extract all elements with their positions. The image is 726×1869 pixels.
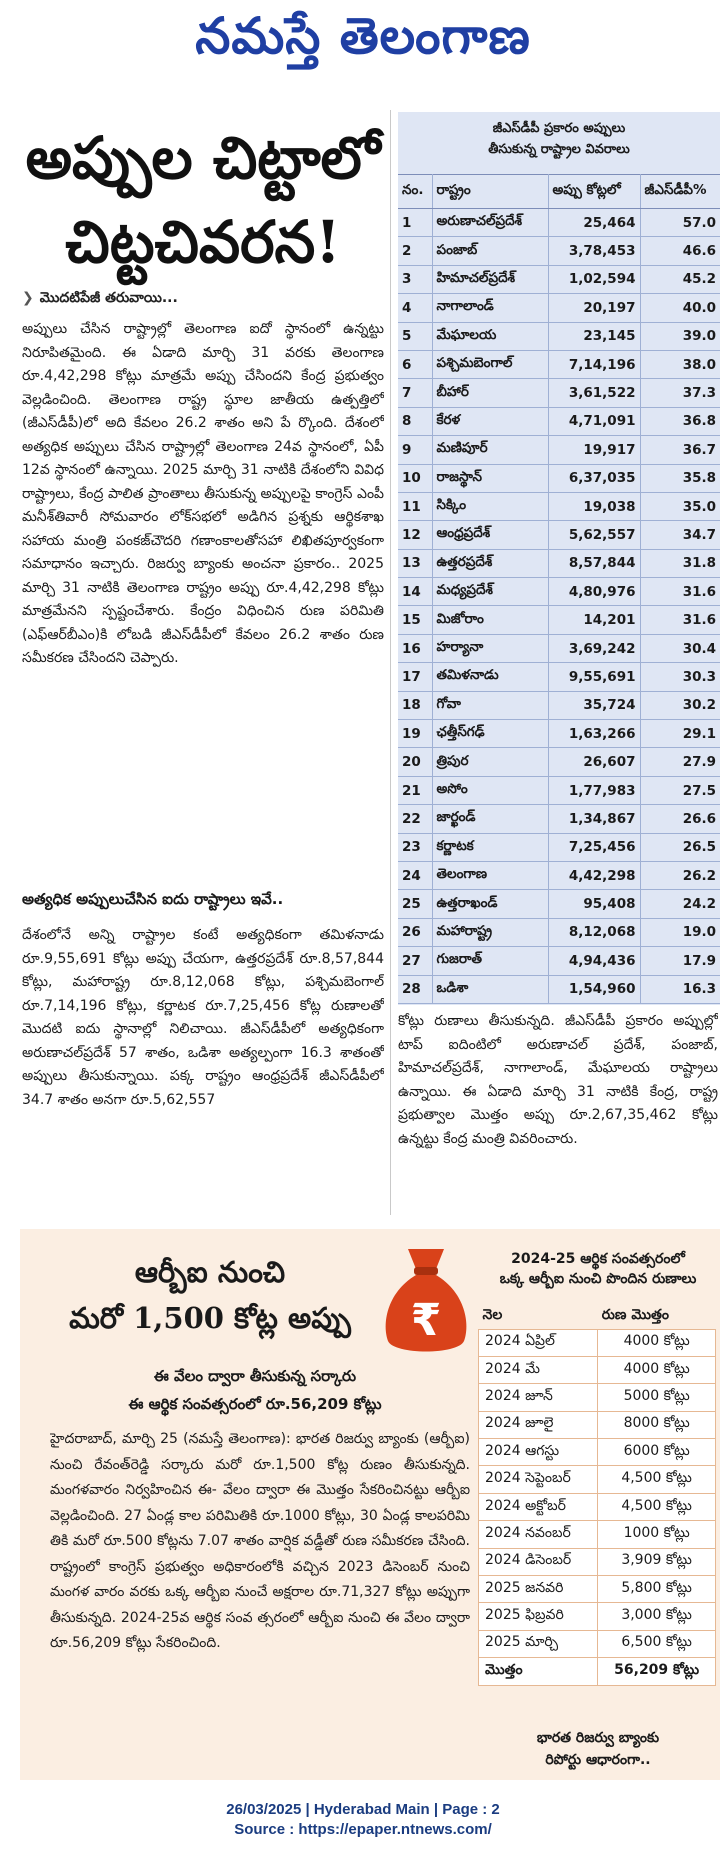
state-name: ఛత్తీస్‌గఢ్ <box>432 720 548 748</box>
state-name: ఒడిశా <box>432 975 548 1003</box>
loan-month: 2025 ఫిబ్రవరి <box>479 1603 598 1630</box>
gsdp-percent: 27.9 <box>640 748 720 776</box>
table-row <box>398 379 720 407</box>
gsdp-percent: 40.0 <box>640 294 720 322</box>
loan-month: 2024 మే <box>479 1356 598 1383</box>
table-row <box>398 350 720 378</box>
gsdp-percent: 57.0 <box>640 209 720 237</box>
page-footer <box>0 1800 726 1840</box>
table-row <box>398 436 720 464</box>
row-number: 12 <box>398 521 432 549</box>
table-row <box>398 237 720 265</box>
loan-amount: 1000 కోట్లు <box>598 1521 716 1548</box>
row-number: 6 <box>398 350 432 378</box>
table-row <box>398 606 720 634</box>
gsdp-percent: 17.9 <box>640 947 720 975</box>
row-number: 9 <box>398 436 432 464</box>
total-value: 56,209 కోట్లు <box>598 1658 716 1685</box>
state-name: ఉత్తరాఖండ్ <box>432 890 548 918</box>
row-number: 16 <box>398 634 432 662</box>
gsdp-percent: 39.0 <box>640 322 720 350</box>
debt-crore: 4,80,976 <box>548 578 640 606</box>
table-row <box>398 521 720 549</box>
row-number: 14 <box>398 578 432 606</box>
state-name: మేఘాలయ <box>432 322 548 350</box>
table-row <box>398 209 720 237</box>
header-month: నెల <box>482 1306 503 1323</box>
loan-amount: 5,800 కోట్లు <box>598 1576 716 1603</box>
state-name: మధ్యప్రదేశ్ <box>432 578 548 606</box>
headline-line-2: చిట్టచివరన! <box>65 208 341 276</box>
loan-amount: 3,000 కోట్లు <box>598 1603 716 1630</box>
gsdp-percent: 24.2 <box>640 890 720 918</box>
state-name: గోవా <box>432 691 548 719</box>
row-number: 8 <box>398 407 432 435</box>
chevron-right-icon: ❯ <box>22 290 34 306</box>
money-bag-icon <box>378 1243 474 1359</box>
state-name: నాగాలాండ్ <box>432 294 548 322</box>
state-name: ఆంధ్రప్రదేశ్ <box>432 521 548 549</box>
header-gsdp: జీఎస్‌డీపీ% <box>640 175 720 209</box>
source-line-1: భారత రిజర్వు బ్యాంకు <box>536 1730 660 1746</box>
gsdp-percent: 36.7 <box>640 436 720 464</box>
loan-month: 2025 మార్చి <box>479 1630 598 1657</box>
row-number: 18 <box>398 691 432 719</box>
masthead <box>0 0 726 78</box>
loan-amount: 4000 కోట్లు <box>598 1329 716 1356</box>
rbi-loan-box <box>20 1229 720 1780</box>
state-name: పశ్చిమబెంగాల్ <box>432 350 548 378</box>
header-debt: అప్పు కోట్లలో <box>548 175 640 209</box>
gsdp-percent: 16.3 <box>640 975 720 1003</box>
row-number: 23 <box>398 833 432 861</box>
debt-crore: 4,42,298 <box>548 861 640 889</box>
gsdp-percent: 30.3 <box>640 663 720 691</box>
row-number: 27 <box>398 947 432 975</box>
debt-crore: 19,917 <box>548 436 640 464</box>
header-amount: రుణ మొత్తం <box>601 1306 669 1323</box>
table-row <box>398 265 720 293</box>
row-number: 25 <box>398 890 432 918</box>
debt-crore: 1,77,983 <box>548 776 640 804</box>
debt-crore: 8,57,844 <box>548 549 640 577</box>
loan-amount: 6,500 కోట్లు <box>598 1630 716 1657</box>
gsdp-percent: 26.6 <box>640 805 720 833</box>
table-row <box>398 805 720 833</box>
debt-crore: 95,408 <box>548 890 640 918</box>
table-row <box>479 1548 716 1575</box>
table-row <box>398 549 720 577</box>
loan-month: 2024 నవంబర్ <box>479 1521 598 1548</box>
state-name: బీహార్ <box>432 379 548 407</box>
gsdp-percent: 19.0 <box>640 918 720 946</box>
rbi-headline-line-1: ఆర్బీఐ నుంచి <box>134 1255 286 1289</box>
loan-month: 2025 జనవరి <box>479 1576 598 1603</box>
loan-amount: 4,500 కోట్లు <box>598 1493 716 1520</box>
debt-crore: 1,54,960 <box>548 975 640 1003</box>
rupee-symbol: ₹ <box>410 1295 442 1346</box>
gsdp-percent: 46.6 <box>640 237 720 265</box>
table-row <box>398 975 720 1003</box>
state-name: హిమాచల్‌ప్రదేశ్ <box>432 265 548 293</box>
newspaper-logo: నమస్తే తెలంగాణ <box>195 6 531 65</box>
row-number: 10 <box>398 464 432 492</box>
loan-amount: 4,500 కోట్లు <box>598 1466 716 1493</box>
table-row <box>479 1493 716 1520</box>
row-number: 15 <box>398 606 432 634</box>
debt-crore: 6,37,035 <box>548 464 640 492</box>
gsdp-percent: 30.2 <box>640 691 720 719</box>
loan-month: 2024 డిసెంబర్ <box>479 1548 598 1575</box>
state-name: అసోం <box>432 776 548 804</box>
state-name: కేరళ <box>432 407 548 435</box>
table-row <box>479 1329 716 1356</box>
loan-amount: 3,909 కోట్లు <box>598 1548 716 1575</box>
state-name: జార్ఖండ్ <box>432 805 548 833</box>
state-name: మహారాష్ట్ర <box>432 918 548 946</box>
loan-month: 2024 అక్టోబర్ <box>479 1493 598 1520</box>
table-row <box>479 1603 716 1630</box>
rbi-headline <box>40 1249 380 1341</box>
row-number: 19 <box>398 720 432 748</box>
state-name: రాజస్థాన్ <box>432 464 548 492</box>
row-number: 24 <box>398 861 432 889</box>
state-name: తమిళనాడు <box>432 663 548 691</box>
gsdp-percent: 29.1 <box>640 720 720 748</box>
state-name: హర్యానా <box>432 634 548 662</box>
row-number: 13 <box>398 549 432 577</box>
table-row <box>398 890 720 918</box>
debt-crore: 19,038 <box>548 492 640 520</box>
state-name: మిజోరాం <box>432 606 548 634</box>
row-number: 11 <box>398 492 432 520</box>
debt-crore: 3,61,522 <box>548 379 640 407</box>
rbi-subheading-1: ఈ వేలం ద్వారా తీసుకున్న సర్కారు <box>153 1367 357 1385</box>
debt-crore: 9,55,691 <box>548 663 640 691</box>
table-row <box>398 947 720 975</box>
row-number: 3 <box>398 265 432 293</box>
debt-crore: 8,12,068 <box>548 918 640 946</box>
header-state: రాష్ట్రం <box>432 175 548 209</box>
loan-amount: 5000 కోట్లు <box>598 1384 716 1411</box>
table-row <box>479 1630 716 1657</box>
table-row <box>398 720 720 748</box>
state-name: త్రిపుర <box>432 748 548 776</box>
loan-table <box>478 1304 716 1686</box>
table-row <box>479 1384 716 1411</box>
gsdp-table <box>398 174 720 1004</box>
gsdp-percent: 36.8 <box>640 407 720 435</box>
loan-month: 2024 సెప్టెంబర్ <box>479 1466 598 1493</box>
gsdp-percent: 35.8 <box>640 464 720 492</box>
loan-table-title <box>478 1249 718 1289</box>
debt-crore: 23,145 <box>548 322 640 350</box>
loan-month: 2024 జూలై <box>479 1411 598 1438</box>
debt-crore: 20,197 <box>548 294 640 322</box>
footer-edition-line: 26/03/2025 | Hyderabad Main | Page : 2 <box>226 1801 500 1818</box>
row-number: 4 <box>398 294 432 322</box>
loan-month: 2024 ఏప్రిల్ <box>479 1329 598 1356</box>
table-row <box>398 776 720 804</box>
row-number: 2 <box>398 237 432 265</box>
main-headline <box>18 116 388 284</box>
gsdp-percent: 45.2 <box>640 265 720 293</box>
debt-crore: 35,724 <box>548 691 640 719</box>
table-row <box>398 918 720 946</box>
row-number: 20 <box>398 748 432 776</box>
gsdp-title-line-2: తీసుకున్న రాష్ట్రాల వివరాలు <box>488 142 630 157</box>
gsdp-percent: 31.6 <box>640 606 720 634</box>
gsdp-title-line-1: జీఎస్‌డీపీ ప్రకారం అప్పులు <box>492 121 626 136</box>
state-name: కర్ణాటక <box>432 833 548 861</box>
debt-crore: 3,69,242 <box>548 634 640 662</box>
header-no: నం. <box>398 175 432 209</box>
gsdp-percent: 26.2 <box>640 861 720 889</box>
loan-title-line-2: ఒక్క ఆర్బీఐ నుంచి పొందిన రుణాలు <box>499 1271 697 1287</box>
kicker-text: మొదటిపేజీ తరువాయి... <box>39 290 178 306</box>
loan-month: 2024 జూన్ <box>479 1384 598 1411</box>
state-name: గుజరాత్ <box>432 947 548 975</box>
continuation-kicker <box>22 290 382 309</box>
gsdp-table-title <box>398 112 720 174</box>
table-row <box>398 691 720 719</box>
story-subheading: అత్యధిక అప్పులుచేసిన ఐదు రాష్ట్రాలు ఇవే.. <box>22 890 284 908</box>
row-number: 22 <box>398 805 432 833</box>
state-name: మణిపూర్ <box>432 436 548 464</box>
debt-crore: 25,464 <box>548 209 640 237</box>
debt-crore: 4,71,091 <box>548 407 640 435</box>
gsdp-percent: 27.5 <box>640 776 720 804</box>
debt-crore: 1,02,594 <box>548 265 640 293</box>
table-row <box>398 492 720 520</box>
debt-crore: 5,62,557 <box>548 521 640 549</box>
rbi-subheading-2: ఈ ఆర్థిక సంవత్సరంలో రూ.56,209 కోట్లు <box>128 1395 382 1413</box>
loan-month: 2024 ఆగస్టు <box>479 1439 598 1466</box>
source-line-2: రిపోర్టు ఆధారంగా.. <box>545 1752 651 1768</box>
state-name: సిక్కిం <box>432 492 548 520</box>
loan-total-row <box>479 1658 716 1685</box>
row-number: 1 <box>398 209 432 237</box>
gsdp-percent: 26.5 <box>640 833 720 861</box>
debt-crore: 14,201 <box>548 606 640 634</box>
debt-crore: 7,14,196 <box>548 350 640 378</box>
headline-line-1: అప్పుల చిట్టాలో <box>25 124 381 192</box>
story-paragraph-3: కోట్లు రుణాలు తీసుకున్నది. జీఎస్‌డీపీ ప్రకారం అప్పుల్లో టాప్ ఐదింటిలో అరుణాచల్ ప్రదేశ్, పంజాబ్, హిమాచల్‌ప్రదేశ్, నాగాలాండ్, మేఘాలయ రాష్ట్రాలు ఉన్నాయి. ఈ ఏడాది మార్చి 31 నాటికి కేంద్ర, రాష్ట్ర ప్రభుత్వాల మొత్తం అప్పు రూ.2,67,35,462 కోట్లు ఉన్నట్టు కేంద్ర మంత్రి వివరించారు. <box>398 1013 718 1147</box>
loan-amount: 8000 కోట్లు <box>598 1411 716 1438</box>
rbi-headline-line-2: మరో 1,500 కోట్ల అప్పు <box>69 1301 351 1335</box>
table-row <box>398 833 720 861</box>
loan-amount: 6000 కోట్లు <box>598 1439 716 1466</box>
table-row <box>398 407 720 435</box>
rbi-story: హైదరాబాద్, మార్చి 25 (నమస్తే తెలంగాణ): భారత రిజర్వు బ్యాంకు (ఆర్బీఐ) నుంచి రేవంత్‌రెడ్డి సర్కారు మరో రూ.1,500 కోట్ల రుణం తీసుకున్నది. మంగళవారం నిర్వహించిన ఈ- వేలం ద్వారా ఈ మొత్తం సేకరించినట్టు ఆర్బీఐ వెల్లడించింది. 27 ఏండ్ల కాల పరిమితికి రూ.1000 కోట్లు, 30 ఏండ్ల కాలపరిమి తికి మరో రూ.500 కోట్లను 7.07 శాతం వార్షిక వడ్డీతో రుణ సమీకరణ చేసింది. రాష్ట్రంలో కాంగ్రెస్ ప్రభుత్వం అధికారంలోకి వచ్చిన 2023 డిసెంబర్ నుంచి మంగళ వారం వరకు ఒక్క ఆర్బీఐ నుంచే అక్షరాల రూ.71,327 కోట్లు అప్పుగా తీసుకున్నది. 2024-25వ ఆర్థిక సంవ త్సరంలో ఆర్బీఐ నుంచి ఈ వేలం ద్వారా రూ.56,209 కోట్లు సేకరించింది. <box>50 1431 470 1651</box>
loan-source-note <box>478 1727 718 1771</box>
gsdp-percent: 34.7 <box>640 521 720 549</box>
table-row <box>479 1411 716 1438</box>
table-row <box>398 861 720 889</box>
table-row <box>398 748 720 776</box>
table-row <box>398 464 720 492</box>
row-number: 7 <box>398 379 432 407</box>
gsdp-percent: 37.3 <box>640 379 720 407</box>
table-row <box>479 1466 716 1493</box>
table-row <box>398 294 720 322</box>
debt-crore: 1,63,266 <box>548 720 640 748</box>
gsdp-percent: 38.0 <box>640 350 720 378</box>
table-row <box>398 578 720 606</box>
row-number: 26 <box>398 918 432 946</box>
gsdp-percent: 31.8 <box>640 549 720 577</box>
table-row <box>398 663 720 691</box>
loan-amount: 4000 కోట్లు <box>598 1356 716 1383</box>
gsdp-percent: 30.4 <box>640 634 720 662</box>
table-row <box>398 322 720 350</box>
row-number: 28 <box>398 975 432 1003</box>
state-name: పంజాబ్ <box>432 237 548 265</box>
loan-title-line-1: 2024-25 ఆర్థిక సంవత్సరంలో <box>511 1251 685 1267</box>
debt-crore: 3,78,453 <box>548 237 640 265</box>
table-row <box>479 1521 716 1548</box>
row-number: 5 <box>398 322 432 350</box>
table-row <box>479 1439 716 1466</box>
story-paragraph-2: దేశంలోనే అన్ని రాష్ట్రాల కంటే అత్యధికంగా తమిళనాడు రూ.9,55,691 కోట్లు అప్పు చేయగా, ఉత్తరప్రదేశ్ రూ.8,57,844 కోట్లు, మహారాష్ట్ర రూ.8,12,068 కోట్లు, పశ్చిమబెంగాల్ రూ.7,14,196 కోట్లు, కర్ణాటక రూ.7,25,456 కోట్ల రుణాలతో మొదటి ఐదు స్థానాల్లో నిలిచాయి. జీఎస్‌డీపీలో అత్యధికంగా అరుణాచల్‌ప్రదేశ్ 57 శాతం, ఒడిశా అత్యల్పంగా 16.3 శాతంతో అప్పులు తీసుకున్నాయి. పక్క రాష్ట్రం ఆంధ్రప్రదేశ్ జీఎస్‌డీపీలో 34.7 శాతం అనగా రూ.5,62,557 <box>22 927 384 1108</box>
loan-header-row <box>479 1304 716 1329</box>
column-divider <box>390 110 391 1215</box>
debt-crore: 7,25,456 <box>548 833 640 861</box>
row-number: 17 <box>398 663 432 691</box>
row-number: 21 <box>398 776 432 804</box>
table-row <box>479 1576 716 1603</box>
story-paragraph-1: అప్పులు చేసిన రాష్ట్రాల్లో తెలంగాణ ఐదో స్థానంలో ఉన్నట్టు నిరూపితమైంది. ఈ ఏడాది మార్చి 31 వరకు తెలంగాణ రూ.4,42,298 కోట్లు మాత్రమే అప్పు చేసిందని కేంద్ర ప్రభుత్వం వెల్లడించింది. తెలంగాణ రాష్ట్ర స్థూల జాతీయ ఉత్పత్తిలో (జీఎస్‌డీపీ)లో అది కేవలం 26.2 శాతం అని పే ర్కొంది. దేశంలో అత్యధిక అప్పులు చేసిన రాష్ట్రాల్లో తెలంగాణ 24వ స్థానంలో, ఏపీ 12వ స్థానంలో ఉన్నాయి. 2025 మార్చి 31 నాటికి దేశంలోని వివిధ రాష్ట్రాలు, కేంద్ర పాలిత ప్రాంతాలు తీసుకున్న అప్పులపై కాంగ్రెస్ ఎంపీ మనీశ్‌తివారీ సోమవారం లోక్‌సభలో అడిగిన ప్రశ్నకు ఆర్థికశాఖ సహాయ మంత్రి పంకజ్‌చౌదరి గణాంకాలతోసహా లిఖితపూర్వకంగా సమాధానం ఇచ్చారు. రిజర్వు బ్యాంకు అంచనా ప్రకారం.. 2025 మార్చి 31 నాటికి తెలంగాణ రాష్ట్రం అప్పు రూ.4,42,298 కోట్లు మాత్రమేనని స్పష్టంచేశారు. కేంద్రం విధించిన రుణ పరిమితి (ఎఫ్ఆర్‌బీఎం)కి లోబడి జీఎస్‌డీపీలో కేవలం 26.2 శాతం రుణ సమీకరణ చేసిందని చెప్పారు. <box>22 321 384 666</box>
gsdp-percent: 31.6 <box>640 578 720 606</box>
table-row <box>398 634 720 662</box>
state-name: ఉత్తరప్రదేశ్ <box>432 549 548 577</box>
gsdp-table-box <box>398 112 720 1005</box>
debt-crore: 26,607 <box>548 748 640 776</box>
table-row <box>479 1356 716 1383</box>
debt-crore: 1,34,867 <box>548 805 640 833</box>
gsdp-percent: 35.0 <box>640 492 720 520</box>
debt-crore: 4,94,436 <box>548 947 640 975</box>
state-name: తెలంగాణ <box>432 861 548 889</box>
gsdp-header-row <box>398 175 720 209</box>
footer-source-link[interactable]: Source : https://epaper.ntnews.com/ <box>234 1821 492 1838</box>
state-name: అరుణాచల్‌ప్రదేశ్ <box>432 209 548 237</box>
total-label: మొత్తం <box>479 1658 598 1685</box>
